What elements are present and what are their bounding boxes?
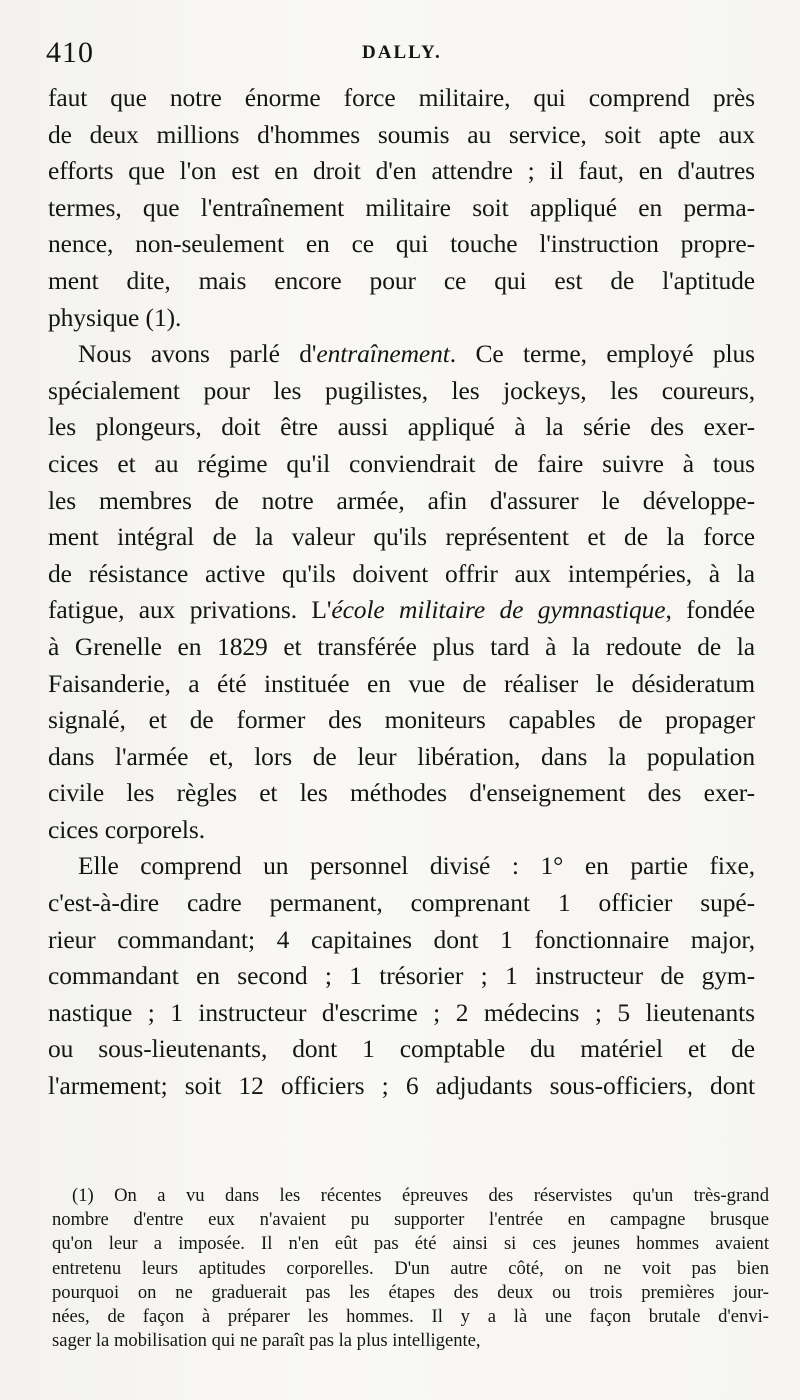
emphasis: école militaire de gymnastique [331,595,666,625]
body-text [48,80,755,1105]
text-line: de deux millions d'hommes soumis au service, soit apte aux [48,119,755,149]
text-line: Faisanderie, a été instituée en vue de réaliser le désideratum [48,668,755,698]
text-line: dans l'armée et, lors de leur libération, dans la population [48,741,755,771]
text-line: les plongeurs, doit être aussi appliqué à la série des exer- [48,412,755,442]
footnote-line: nombre d'entre eux n'avaient pu supporter l'entrée en campagne brusque [52,1209,769,1231]
text-line-emphasis: Nous avons parlé d'entraînement. Ce terme, employé plus [78,339,755,369]
footnote-line: entretenu leurs aptitudes corporelles. D'un autre côté, on ne voit pas bien [52,1257,769,1279]
text-line: à Grenelle en 1829 et transférée plus tard à la redoute de la [48,631,755,661]
text-line: civile les règles et les méthodes d'enseignement des exer- [48,778,755,808]
text-line: efforts que l'on est en droit d'en attendre ; il faut, en d'autres [48,156,755,186]
text-line: termes, que l'entraînement militaire soit appliqué en perma- [48,192,755,222]
running-head: DALLY. [362,42,442,63]
text-line: rieur commandant; 4 capitaines dont 1 fonctionnaire major, [48,924,755,954]
text-line: spécialement pour les pugilistes, les jockeys, les coureurs, [48,375,755,405]
text-line: ment dite, mais encore pour ce qui est de l'aptitude [48,265,755,295]
text-line: c'est-à-dire cadre permanent, comprenant 1 officier supé- [48,888,755,918]
text-line: physique (1). [48,302,182,332]
text-line: ment intégral de la valeur qu'ils représentent et de la force [48,522,755,552]
text-line: ou sous-lieutenants, dont 1 comptable du matériel et de [48,1034,755,1064]
footnote-line: pourquoi on ne graduerait pas les étapes des deux ou trois premières jour- [52,1281,769,1303]
page-header [44,32,756,72]
text-line: l'armement; soit 12 officiers ; 6 adjudants sous-officiers, dont [48,1071,755,1101]
text-line-emphasis: fatigue, aux privations. L'école militaire de gymnastique, fondée [48,595,755,625]
text-line: Elle comprend un personnel divisé : 1° en partie fixe, [78,851,755,881]
text-line: les membres de notre armée, afin d'assurer le développe- [48,485,755,515]
text-line: signalé, et de former des moniteurs capables de propager [48,705,755,735]
text-line: faut que notre énorme force militaire, qui comprend près [48,83,755,112]
text-line: nence, non-seulement en ce qui touche l'instruction propre- [48,229,755,259]
footnote-line: nées, de façon à préparer les hommes. Il y a là une façon brutale d'envi- [52,1306,769,1328]
footnote-line: (1) On a vu dans les récentes épreuves des réservistes qu'un très-grand [72,1185,769,1206]
footnote-line: sager la mobilisation qui ne paraît pas la plus intelligente, [52,1330,481,1352]
text-line: cices corporels. [48,814,205,844]
text-line: commandant en second ; 1 trésorier ; 1 instructeur de gym- [48,961,755,991]
text-line: cices et au régime qu'il conviendrait de faire suivre à tous [48,448,755,478]
footnote [52,1184,769,1353]
footnote-line: qu'on leur a imposée. Il n'en eût pas été ainsi si ces jeunes hommes avaient [52,1233,769,1255]
text-line: de résistance active qu'ils doivent offrir aux intempéries, à la [48,558,755,588]
text-line: nastique ; 1 instructeur d'escrime ; 2 médecins ; 5 lieutenants [48,997,755,1027]
emphasis: entraînement [316,339,450,369]
page-number: 410 [46,36,94,69]
